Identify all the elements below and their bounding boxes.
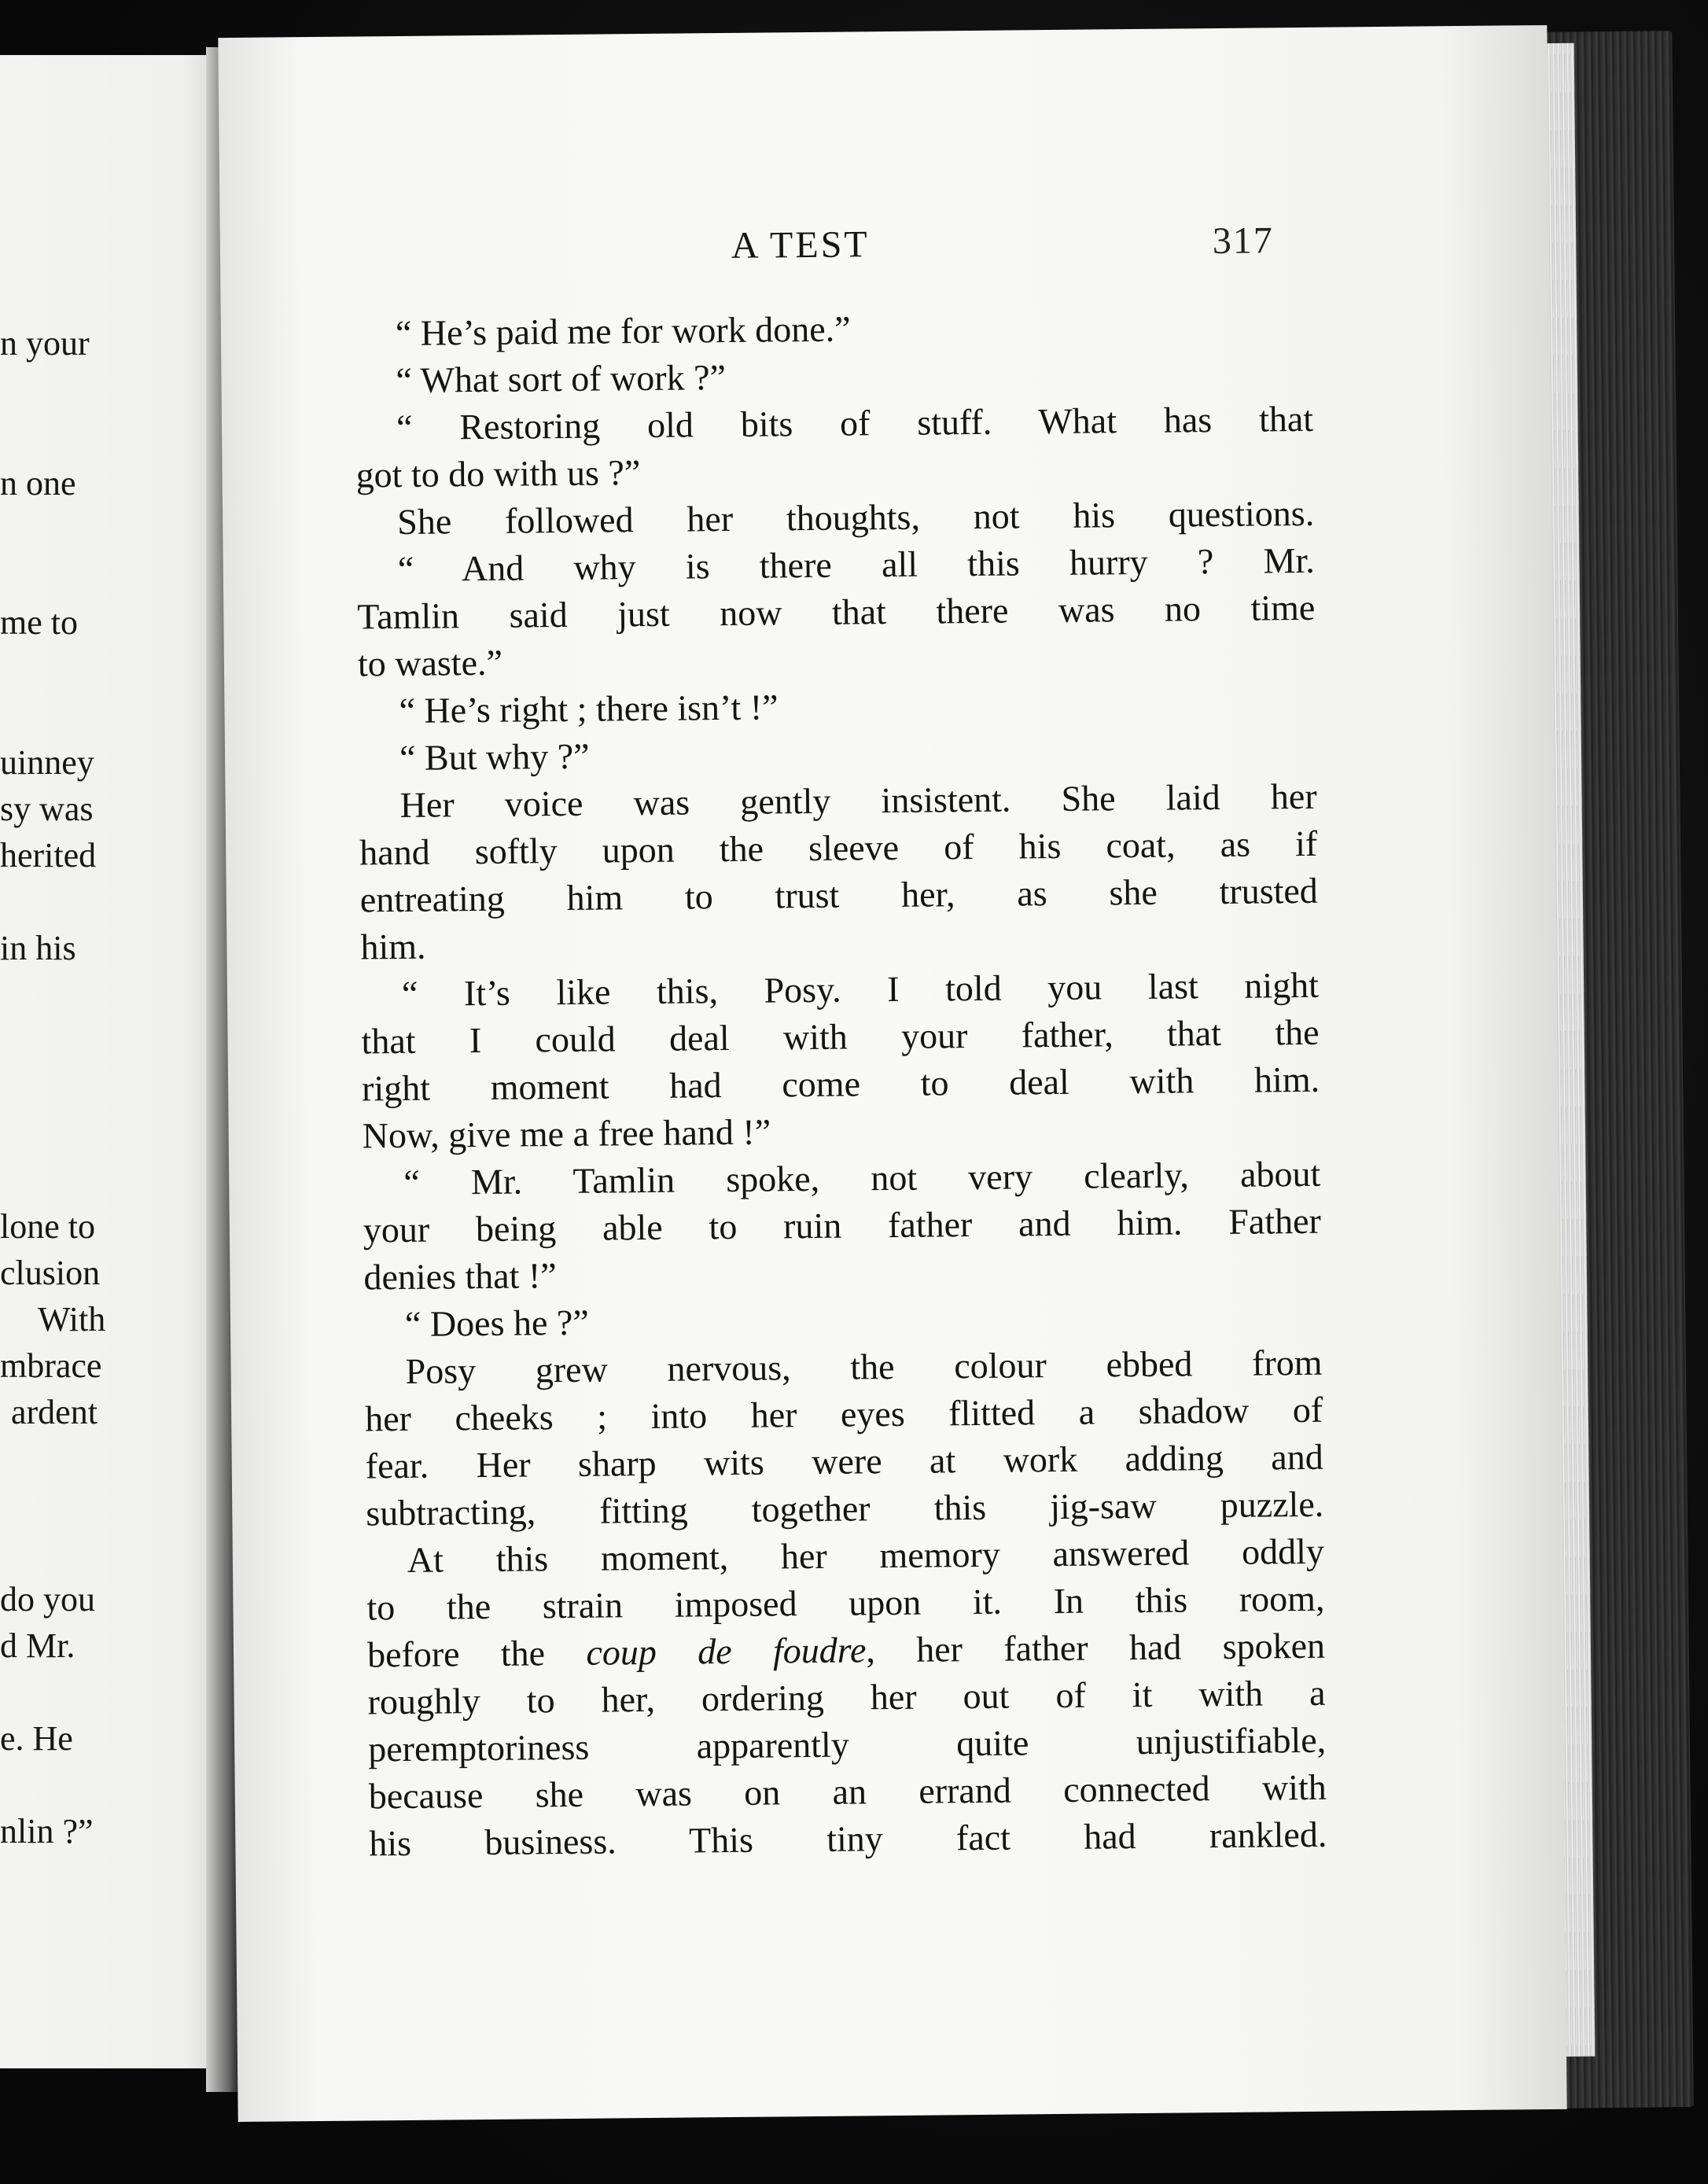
text-line: “ Mr. Tamlin spoke, not very clearly, about — [403, 1153, 1321, 1202]
left-page-line: d Mr. — [0, 1626, 75, 1665]
body-text — [355, 301, 1327, 1868]
text-line: entreating him to trust her, as she trusted — [359, 870, 1319, 920]
text-line: his business. This tiny fact had rankled. — [369, 1814, 1327, 1864]
right-page — [218, 25, 1566, 2122]
left-page-line: herited — [0, 836, 97, 875]
text-line: “ But why ?” — [399, 735, 590, 778]
text-line: Her voice was gently insistent. She laid her — [399, 775, 1317, 825]
left-page-line: nlin ?” — [0, 1812, 94, 1851]
text-line: that I could deal with your father, that the — [361, 1011, 1320, 1062]
left-page-line: ardent — [11, 1393, 98, 1431]
text-line: “ It’s like this, Posy. I told you last night — [401, 964, 1320, 1014]
text-line: She followed her thoughts, not his questions. — [396, 492, 1315, 543]
text-line: him. — [360, 926, 426, 967]
text-line: Posy grew nervous, the colour ebbed from — [405, 1342, 1323, 1391]
text-line: to the strain imposed upon it. In this room, — [366, 1578, 1325, 1628]
text-line: denies that !” — [363, 1255, 557, 1298]
text-line: “ He’s right ; there isn’t !” — [399, 687, 779, 731]
text-line: “ Restoring old bits of stuff. What has that — [396, 398, 1314, 448]
text-line: to waste.” — [357, 642, 503, 684]
left-page-line: With — [38, 1300, 106, 1339]
italic-phrase: coup de foudre — [586, 1630, 867, 1673]
text-segment: , her father had spoken — [866, 1625, 1326, 1670]
left-page-line: me to — [0, 603, 78, 642]
left-page-line: lone to — [0, 1207, 95, 1246]
left-page-line: sy was — [0, 790, 94, 828]
text-line: peremptoriness apparently quite unjustifiable, — [367, 1719, 1327, 1770]
left-page-line: uinney — [0, 743, 94, 782]
text-line: roughly to her, ordering her out of it with a — [367, 1672, 1326, 1722]
left-page-line: in his — [0, 929, 76, 967]
text-line: “ What sort of work ?” — [396, 356, 727, 401]
text-line: fear. Her sharp wits were at work adding and — [365, 1436, 1323, 1486]
text-line: her cheeks ; into her eyes flitted a shadow of — [364, 1389, 1323, 1439]
text-line: because she was on an errand connected with — [368, 1766, 1327, 1817]
running-head — [220, 216, 1549, 267]
left-page-line: n one — [0, 464, 76, 503]
left-page-line: mbrace — [0, 1346, 102, 1385]
page-number: 317 — [1212, 219, 1275, 263]
text-line: “ He’s paid me for work done.” — [395, 308, 851, 354]
left-page-line: n your — [0, 324, 90, 363]
text-line: Now, give me a free hand !” — [362, 1111, 771, 1156]
text-line: subtracting, fitting together this jig-saw puzzle. — [366, 1483, 1324, 1534]
left-page-line: e. He — [0, 1719, 73, 1758]
running-title: A TEST — [731, 223, 870, 267]
left-page-line: clusion — [0, 1254, 101, 1292]
text-line: your being able to ruin father and him. Father — [363, 1200, 1322, 1250]
text-line: “ Does he ?” — [404, 1302, 589, 1344]
text-line: At this moment, her memory answered oddly — [407, 1530, 1325, 1580]
text-line: right moment had come to deal with him. — [361, 1059, 1320, 1109]
left-page — [0, 55, 220, 2068]
text-line: got to do with us ?” — [355, 452, 641, 495]
text-line: “ And why is there all this hurry ? Mr. — [397, 540, 1316, 590]
left-page-line: do you — [0, 1580, 95, 1619]
text-segment: before the — [366, 1632, 587, 1675]
text-line: Tamlin said just now that there was no time — [357, 587, 1316, 637]
text-line: hand softly upon the sleeve of his coat, as if — [359, 823, 1318, 873]
